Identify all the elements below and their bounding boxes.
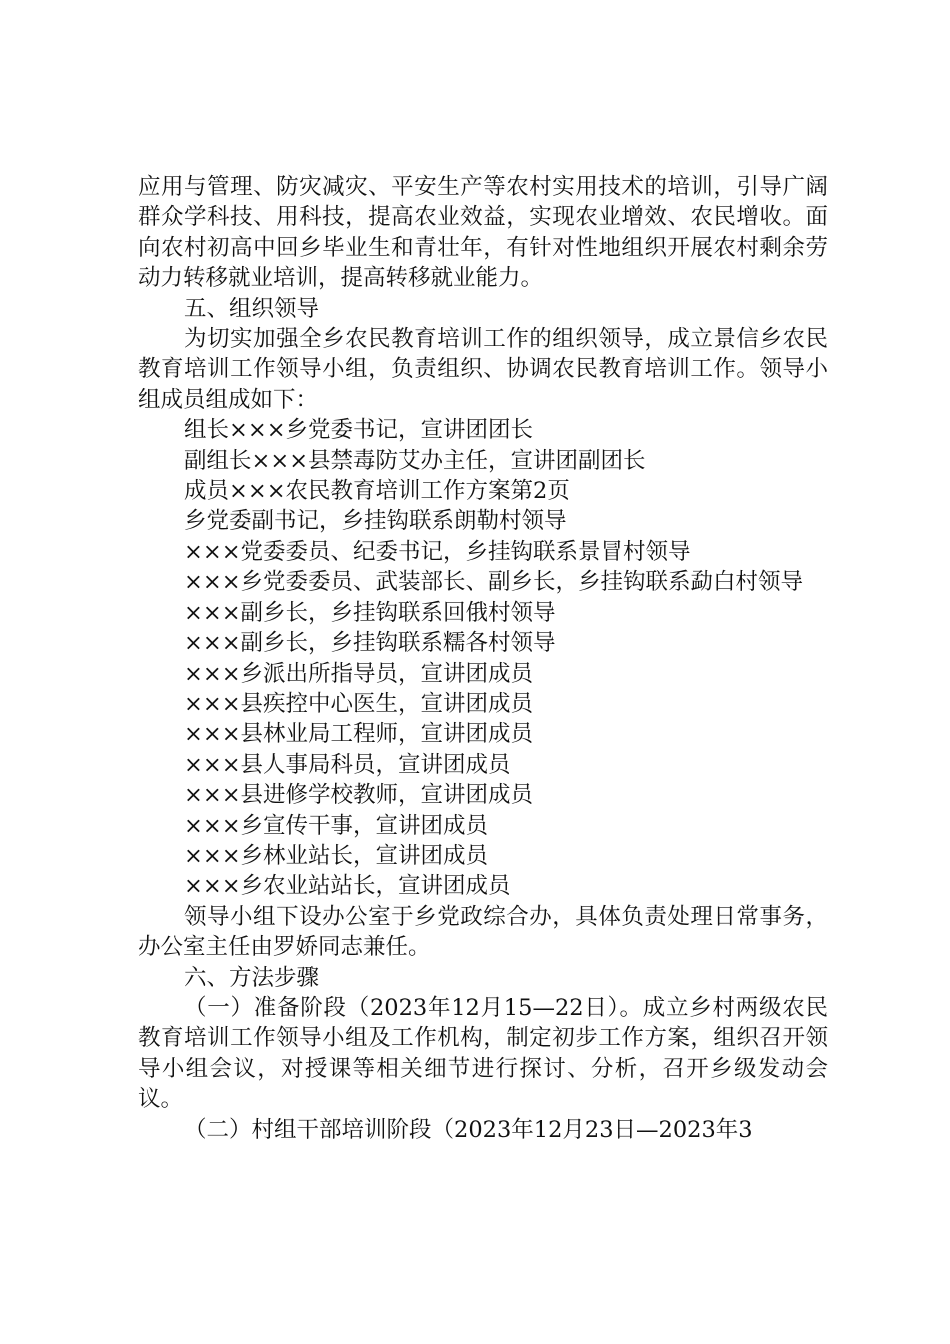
paragraph-office: 领导小组下设办公室于乡党政综合办，具体负责处理日常事务，办公室主任由罗娇同志兼任。 <box>138 903 828 961</box>
member-line: ×××县人事局科员，宣讲团成员 <box>184 751 511 778</box>
member-line: ×××党委委员、纪委书记，乡挂钩联系景冒村领导 <box>184 538 691 565</box>
member-line: ×××乡派出所指导员，宣讲团成员 <box>184 660 534 687</box>
member-line: ×××县进修学校教师，宣讲团成员 <box>184 782 534 809</box>
member-line: ×××乡党委委员、武装部长、副乡长，乡挂钩联系勐白村领导 <box>184 569 804 596</box>
member-line: ×××副乡长，乡挂钩联系糯各村领导 <box>184 630 556 657</box>
member-line: 组长×××乡党委书记，宣讲团团长 <box>184 417 534 444</box>
member-line: ×××县疾控中心医生，宣讲团成员 <box>184 690 534 717</box>
paragraph-intro: 应用与管理、防灾减灾、平安生产等农村实用技术的培训，引导广阔群众学科技、用科技，提高农业效益，实现农业增效、农民增收。面向农村初高中回乡毕业生和青壮年，有针对性地组织开展农村剩余劳动力转移就业培训，提高转移就业能力。 <box>138 174 828 292</box>
member-line: 副组长×××县禁毒防艾办主任，宣讲团副团长 <box>184 447 646 474</box>
section-heading-methods: 六、方法步骤 <box>184 964 320 991</box>
member-line: ×××乡林业站长，宣讲团成员 <box>184 842 489 869</box>
document-page <box>138 172 828 1145</box>
member-line: 乡党委副书记，乡挂钩联系朗勒村领导 <box>184 508 567 535</box>
paragraph-stage-two: （二）村组干部培训阶段（2023年12月23日—2023年3 <box>184 1116 753 1143</box>
member-line: 成员×××农民教育培训工作方案第2页 <box>184 478 570 505</box>
paragraph-stage-one: （一）准备阶段（2023年12月15—22日）。成立乡村两级农民教育培训工作领导小组及工作机构，制定初步工作方案，组织召开领导小组会议，对授课等相关细节进行探讨、分析，召开乡级发动会议。 <box>138 994 828 1113</box>
section-heading-organization: 五、组织领导 <box>184 295 320 322</box>
member-line: ×××乡农业站站长，宣讲团成员 <box>184 873 511 900</box>
member-line: ×××县林业局工程师，宣讲团成员 <box>184 721 534 748</box>
member-line: ×××乡宣传干事，宣讲团成员 <box>184 812 489 839</box>
member-line: ×××副乡长，乡挂钩联系回俄村领导 <box>184 599 556 626</box>
paragraph-organization: 为切实加强全乡农民教育培训工作的组织领导，成立景信乡农民教育培训工作领导小组，负责组织、协调农民教育培训工作。领导小组成员组成如下： <box>138 326 828 413</box>
